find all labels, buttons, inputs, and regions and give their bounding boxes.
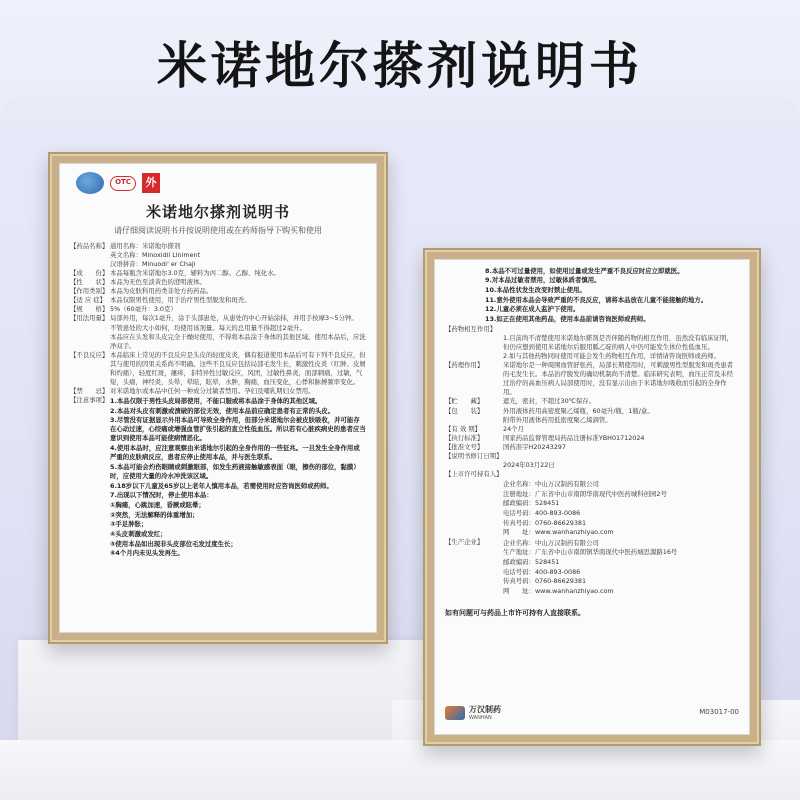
field-row — [70, 387, 366, 396]
field-row — [70, 251, 366, 260]
field-value: 汉语拼音：Minuodi' er Chaji — [110, 259, 196, 268]
field-label: 【禁 忌】 — [70, 387, 109, 396]
right-frame — [423, 248, 761, 746]
list-item: ⑥4个月内未见头发再生。 — [110, 549, 184, 558]
list-item: ②突然，无法解释的体重增加； — [110, 510, 199, 519]
drug-logo-icon — [76, 172, 104, 194]
notes-section — [70, 396, 366, 559]
list-item: 网 址：www.wanhanzhiyao.com — [503, 587, 614, 596]
list-item: 10.本品性状发生改变时禁止使用。 — [485, 285, 586, 294]
badge-row — [76, 172, 366, 194]
field-label — [445, 416, 503, 425]
field-row — [70, 333, 366, 351]
field-value — [503, 325, 739, 334]
left-field-list — [70, 242, 366, 397]
field-value: 本品为无色至淡黄色的澄明液体。 — [110, 278, 206, 287]
field-label — [70, 324, 110, 333]
right-top-items — [445, 267, 739, 325]
list-item: 网 址：www.wanhanzhiyao.com — [503, 528, 614, 537]
field-row — [70, 351, 366, 387]
field-row — [70, 260, 366, 269]
doc-subtitle: 请仔细阅读说明书并按说明使用或在药师指导下购买和使用 — [114, 226, 322, 236]
right-field-list — [445, 325, 739, 480]
field-row — [445, 361, 739, 397]
field-value: 2.如与其他药物同时使用可能会发生药物相互作用，详情请咨询医师或药师。 — [503, 352, 720, 360]
field-label — [70, 260, 110, 269]
field-value: 局部外用，每次1毫升，涂于头部患处，从患处的中心开始涂抹，并用手按摩3~5分钟。 — [110, 314, 358, 323]
field-label — [70, 251, 110, 260]
list-item: 5.本品可能会灼伤眼睛或刺激眼部，如发生药液接触敏感表面（眼，擦伤的部位，黏膜）时，应使用大量的冷水冲洗该区域。 — [110, 462, 360, 480]
producer-label: 【生产企业】 — [445, 538, 484, 547]
field-value: 本品为皮肤科用药类非处方药药品。 — [110, 287, 213, 296]
left-frame — [48, 152, 388, 644]
field-label — [70, 333, 110, 351]
field-value — [503, 470, 739, 479]
field-value: 5%（60毫升：3.0克） — [110, 305, 177, 314]
list-item: ①胸痛，心跳加速，昏厥或眩晕； — [110, 501, 205, 510]
field-row — [70, 287, 366, 296]
list-item: ⑤使用本品如出现非头皮部位毛发过度生长； — [110, 539, 237, 548]
list-item: 4.使用本品时，应注意观察由米诺地尔引起的全身作用的一些征兆。一旦发生全身作用或严重的皮肤病反应，患者应停止使用本品，并与医生联系。 — [110, 444, 360, 462]
field-value: 本品仅限男性使用，用于治疗男性型脱发和斑秃。 — [110, 296, 251, 305]
footer-notice: 如有问题可与药品上市许可持有人直接联系。 — [445, 608, 585, 617]
field-label: 【执行标准】 — [445, 433, 484, 442]
list-item: 邮政编码：528451 — [503, 558, 560, 566]
list-item: 11.意外使用本品会导致严重的不良反应，请将本品放在儿童不能接触的地方。 — [485, 295, 708, 304]
field-value: 遮光，密封，不超过30℃保存。 — [503, 397, 595, 406]
field-row — [445, 461, 739, 470]
field-label — [445, 334, 503, 352]
brand-logo-icon — [445, 706, 465, 720]
brand-name: 万汉制药 — [469, 704, 501, 714]
field-row — [445, 325, 739, 334]
field-value: 本品应在头发和头皮完全干燥时使用，不得将本品涂于身体的其他区域。使用本品后，应洗净双手。 — [110, 332, 366, 350]
field-label: 【性 状】 — [70, 278, 109, 287]
field-label: 【上市许可持有人】 — [445, 470, 503, 479]
field-label: 【批准文号】 — [445, 442, 484, 451]
field-row — [445, 434, 739, 443]
list-item: 传真号码：0760-86629381 — [503, 518, 587, 527]
notes-label: 【注意事项】 — [70, 396, 109, 405]
field-row — [445, 397, 739, 406]
list-item: ③手足肿胀； — [110, 520, 148, 529]
field-value: 国药准字H20243297 — [503, 442, 566, 451]
field-label: 【药物相互作用】 — [445, 324, 497, 333]
page-title: 米诺地尔搽剂说明书 — [157, 37, 643, 95]
producer-info — [503, 538, 739, 597]
list-item: 注册地址：广东省中山市南朗华南现代中医药城科创园2号 — [503, 489, 667, 498]
field-label: 【不良反应】 — [70, 350, 109, 359]
field-row — [70, 269, 366, 278]
field-value: 英文名称：Minoxidil Liniment — [110, 250, 201, 259]
field-row — [70, 296, 366, 305]
field-label: 【说明书修订日期】 — [445, 452, 503, 461]
field-row — [445, 334, 739, 352]
field-label: 【包 装】 — [445, 406, 484, 415]
field-value: 通用名称：米诺地尔搽剂 — [110, 241, 181, 250]
field-row — [70, 324, 366, 333]
field-label — [445, 461, 503, 470]
field-label: 【贮 藏】 — [445, 397, 484, 406]
list-item: 传真号码：0760-86629381 — [503, 577, 587, 586]
field-label: 【用法用量】 — [70, 314, 109, 323]
external-use-badge: 外 — [142, 173, 160, 193]
list-item: 电话号码：400-893-0086 — [503, 508, 581, 517]
list-item: 生产地址：广东省中山市南朗镇华南现代中医药城思源路16号 — [503, 548, 678, 557]
doc-title: 米诺地尔搽剂说明书 — [145, 203, 290, 221]
list-item: 7.出现以下情况时，停止使用本品： — [110, 491, 213, 500]
field-label — [445, 352, 503, 361]
left-instruction-sheet — [59, 163, 377, 633]
list-item: 电话号码：400-893-0086 — [503, 567, 581, 576]
producer-section — [445, 538, 739, 597]
doc-code: M03017-00 — [699, 707, 739, 716]
field-row — [445, 443, 739, 452]
list-item: 12.儿童必须在成人监护下使用。 — [485, 305, 580, 314]
list-item: 邮政编码：528451 — [503, 499, 560, 508]
list-item: 企业名称：中山万汉制药有限公司 — [503, 479, 599, 488]
list-item: 2.本品对头皮有刺激或溃破的部位无效，使用本品前应确定患者有正常的头皮。 — [110, 406, 335, 415]
field-label: 【适 应 症】 — [70, 296, 107, 305]
list-item: 1.本品仅限于男性头皮局部使用，不能口服或将本品涂于身体的其他区域。 — [110, 396, 322, 405]
list-item: 企业名称：中山万汉制药有限公司 — [503, 538, 599, 547]
field-value — [503, 452, 739, 461]
field-row — [70, 314, 366, 323]
notes-list — [110, 396, 366, 559]
brand-bar — [445, 704, 739, 722]
field-label: 【药品名称】 — [70, 241, 109, 250]
brand-en: WANHAN — [469, 714, 492, 721]
field-value: 不管患处的大小如何，均使用该剂量。每天的总用量不得超过2毫升。 — [110, 323, 306, 332]
field-label: 【规 格】 — [70, 305, 109, 314]
field-row — [70, 242, 366, 251]
list-item: 8.本品不可过量使用，如使用过量或发生严重不良反应时应立即就医。 — [485, 266, 684, 275]
brand — [445, 704, 501, 722]
field-label: 【成 份】 — [70, 268, 109, 277]
pedestal-front — [0, 740, 800, 800]
field-row — [445, 352, 739, 361]
field-value: 24个月 — [503, 424, 524, 433]
field-value: 外用液体药用高密度聚乙烯瓶，60毫升/瓶，1瓶/盒。 — [503, 406, 654, 415]
field-value: 对米诺地尔或本品中任何一种成分过敏者禁用。孕妇及哺乳期妇女禁用。 — [110, 387, 315, 396]
field-label: 【有 效 期】 — [445, 424, 482, 433]
field-row — [445, 452, 739, 461]
field-value: 国家药品监督管理局药品注册标准YBH01712024 — [503, 433, 645, 442]
list-item: 9.对本品过敏者禁用，过敏体质者慎用。 — [485, 276, 601, 285]
otc-badge: OTC — [110, 176, 136, 191]
field-value: 米诺地尔是一种周围血管舒张药，局部长期使用时，可刺激男性型脱发和斑秃患者的毛发生长。本品治疗脱发的确切机制尚不清楚。临床研究表明，血压正常及未经过治疗的高血压病人局部使用时，没有显示出由于米诺地尔吸收而引起的全身作用。 — [503, 361, 734, 397]
field-row — [445, 425, 739, 434]
field-value: 本品每瓶含米诺地尔3.0克，辅料为丙二醇、乙醇、纯化水。 — [110, 268, 280, 277]
field-value: 附带外用液体药用低密度聚乙烯滴管。 — [503, 415, 612, 424]
holder-info — [445, 480, 739, 538]
list-item: ④头皮刺激或发红； — [110, 530, 167, 539]
list-item: 13.如正在使用其他药品，使用本品前请咨询医师或药师。 — [485, 315, 650, 324]
field-row — [445, 407, 739, 416]
field-row — [445, 470, 739, 479]
right-instruction-sheet — [434, 259, 750, 735]
field-value: 2024年03月22日 — [503, 461, 555, 470]
field-value: 本品临床上常见的不良反应是头皮的轻度皮炎，偶有报道使用本品后可有下列不良反应，但其与使用的因果关系尚不明确。这些不良反应包括局部毛发生长，刺激性皮炎（红肿、皮屑和灼痛），轻度红斑，瘙痒，非特异性过敏反应，风团，过敏性鼻炎，面部刺痛，过敏，气短，头痛，神经炎，头晕，晕眩，眩晕，水肿，胸痛，血压变化，心悸和脉搏频率变化。 — [110, 350, 366, 387]
field-value: 1.目前尚不清楚使用米诺地尔搽剂是否伴随药物的相互作用，虽然没有临床证明，但仍应想到使用米诺地尔后服用胍乙啶的病人中仍可能发生体位性低血压。 — [503, 333, 733, 351]
field-row — [70, 278, 366, 287]
list-item: 3.尽管没有证据显示外用本品可导致全身作用，但部分米诺地尔会被皮肤吸收，并可能存在心动过速，心绞痛或增强血管扩张引起的直立性低血压。所以若有心脏疾病史的患者应当意识到使用本品可能使病情恶化。 — [110, 416, 366, 443]
list-item: 6.18岁以下儿童及65岁以上老年人慎用本品，若需使用时应咨询医师或药师。 — [110, 481, 333, 490]
field-row — [445, 416, 739, 425]
field-label: 【作用类别】 — [70, 287, 109, 296]
field-label: 【药理作用】 — [445, 361, 484, 370]
